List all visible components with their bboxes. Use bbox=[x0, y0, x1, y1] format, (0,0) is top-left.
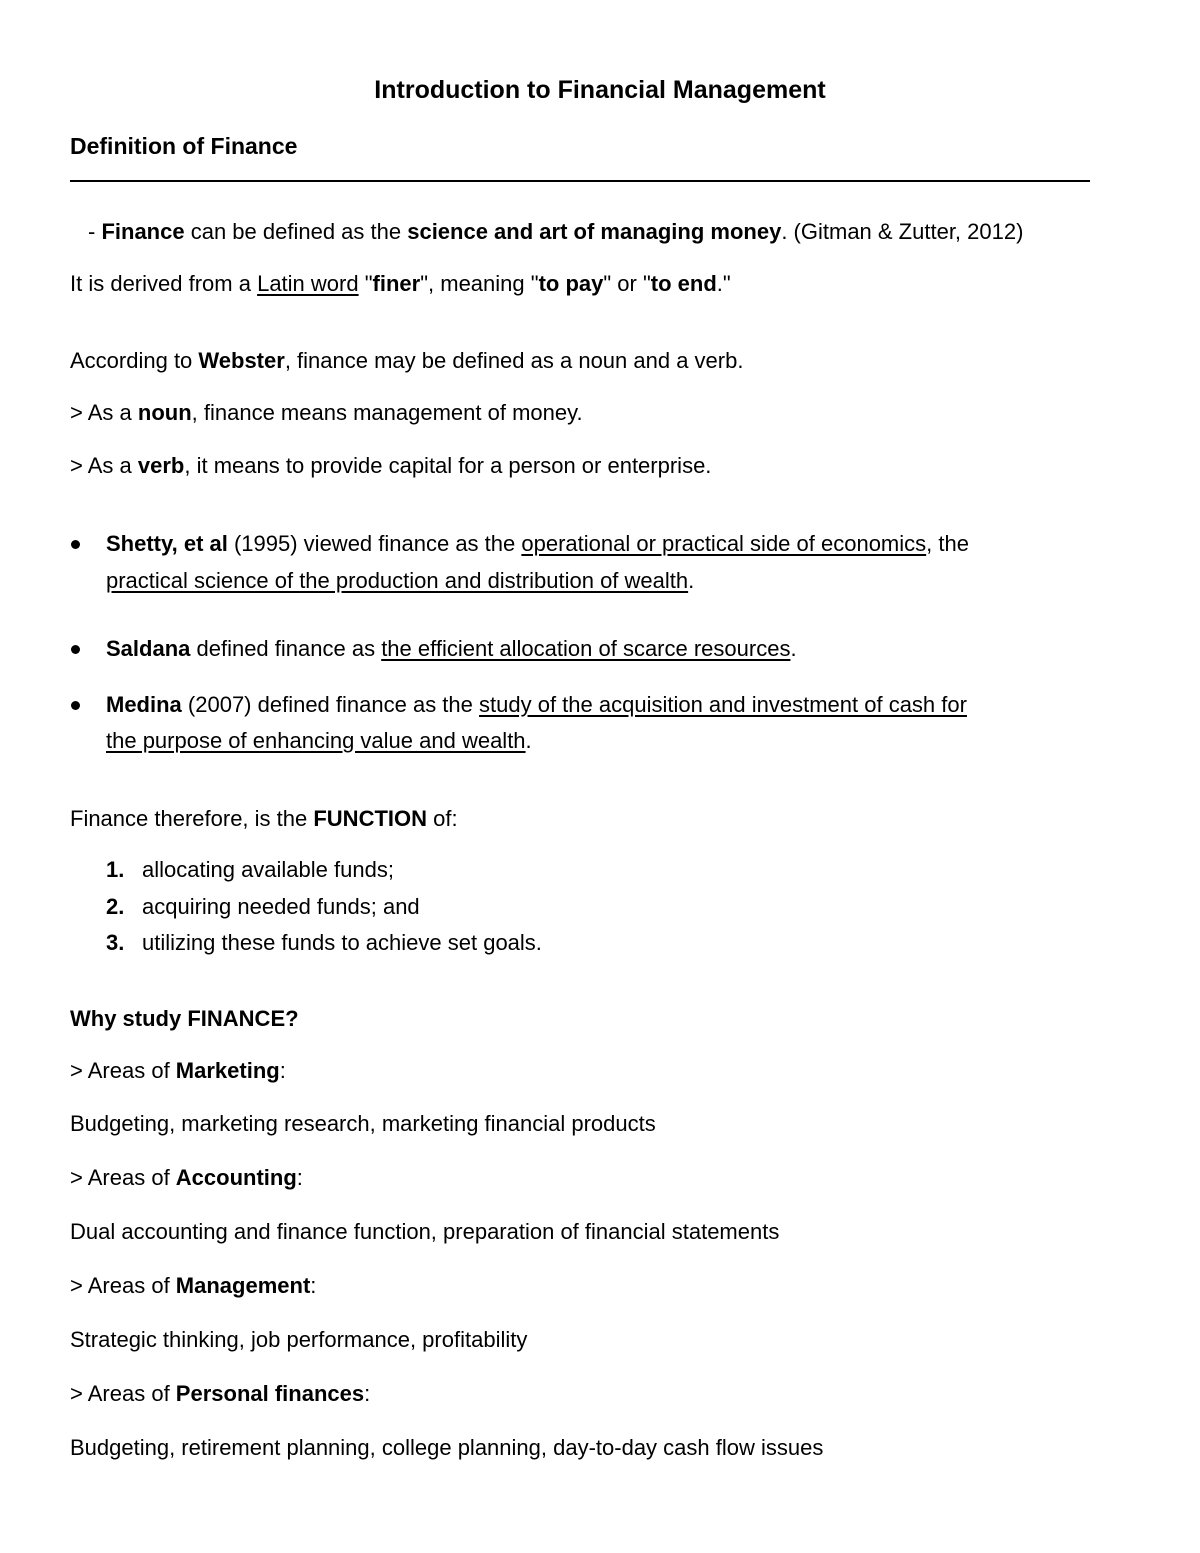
term-verb: verb bbox=[137, 453, 185, 478]
list-item bbox=[106, 856, 394, 884]
area-name: Management bbox=[175, 1273, 311, 1298]
underlined-text: the efficient allocation of scarce resources bbox=[381, 636, 791, 661]
list-item bbox=[106, 929, 542, 957]
text: ." bbox=[716, 271, 731, 296]
area-detail-accounting: Dual accounting and finance function, preparation of financial statements bbox=[70, 1219, 780, 1244]
text: According to bbox=[70, 348, 199, 373]
shetty-line-1 bbox=[106, 530, 969, 558]
saldana-line bbox=[106, 635, 797, 663]
list-item bbox=[106, 893, 420, 921]
area-heading-management bbox=[70, 1272, 316, 1300]
bullet-icon bbox=[71, 701, 80, 710]
underlined-text: study of the acquisition and investment of cash for bbox=[479, 692, 967, 717]
author-shetty: Shetty, et al bbox=[106, 531, 228, 556]
underlined-text: the purpose of enhancing value and wealth bbox=[106, 728, 526, 753]
text: : bbox=[296, 1165, 303, 1190]
term-noun: noun bbox=[137, 400, 192, 425]
document-title: Introduction to Financial Management bbox=[374, 76, 826, 104]
text: > Areas of bbox=[70, 1381, 176, 1406]
text: (1995) viewed finance as the bbox=[227, 531, 522, 556]
medina-line-2 bbox=[106, 727, 532, 755]
verb-line bbox=[70, 452, 711, 480]
area-name: Marketing bbox=[175, 1058, 280, 1083]
text: . bbox=[525, 728, 532, 753]
text: Finance therefore, is the bbox=[70, 806, 314, 831]
list-number: 2. bbox=[106, 894, 125, 919]
term-to-pay: to pay bbox=[538, 271, 604, 296]
text: can be defined as the bbox=[184, 219, 408, 244]
text: defined finance as bbox=[190, 636, 382, 661]
dash: - bbox=[88, 219, 102, 244]
author-medina: Medina bbox=[106, 692, 182, 717]
bullet-icon bbox=[71, 645, 80, 654]
text: . bbox=[790, 636, 797, 661]
term-to-end: to end bbox=[650, 271, 717, 296]
text: of: bbox=[427, 806, 458, 831]
term-finer: finer bbox=[372, 271, 421, 296]
list-text: acquiring needed funds; and bbox=[142, 894, 420, 919]
text: (2007) defined finance as the bbox=[181, 692, 480, 717]
text: > Areas of bbox=[70, 1165, 176, 1190]
list-text: allocating available funds; bbox=[142, 857, 394, 882]
noun-line bbox=[70, 399, 583, 427]
horizontal-rule bbox=[70, 180, 1090, 182]
author-saldana: Saldana bbox=[106, 636, 191, 661]
term-science-art: science and art of managing money bbox=[407, 219, 782, 244]
list-number: 1. bbox=[106, 857, 125, 882]
function-line bbox=[70, 805, 458, 833]
why-heading: Why study FINANCE? bbox=[70, 1006, 299, 1031]
underlined-text: operational or practical side of economics bbox=[521, 531, 927, 556]
text: , finance means management of money. bbox=[191, 400, 583, 425]
area-heading-marketing bbox=[70, 1057, 286, 1085]
area-detail-management: Strategic thinking, job performance, profitability bbox=[70, 1327, 528, 1352]
area-heading-accounting bbox=[70, 1164, 303, 1192]
text: . bbox=[688, 568, 695, 593]
text: " bbox=[358, 271, 373, 296]
area-heading-personal-finances bbox=[70, 1380, 370, 1408]
text: > As a bbox=[70, 400, 138, 425]
text: > Areas of bbox=[70, 1273, 176, 1298]
text: " or " bbox=[603, 271, 651, 296]
area-detail-marketing: Budgeting, marketing research, marketing financial products bbox=[70, 1111, 656, 1136]
area-name: Accounting bbox=[175, 1165, 297, 1190]
citation: . (Gitman & Zutter, 2012) bbox=[781, 219, 1024, 244]
text: > As a bbox=[70, 453, 138, 478]
bullet-icon bbox=[71, 540, 80, 549]
text: : bbox=[279, 1058, 286, 1083]
term-function: FUNCTION bbox=[313, 806, 428, 831]
text: It is derived from a bbox=[70, 271, 258, 296]
derived-line bbox=[70, 270, 731, 298]
area-detail-personal-finances: Budgeting, retirement planning, college planning, day-to-day cash flow issues bbox=[70, 1435, 824, 1460]
text: : bbox=[364, 1381, 371, 1406]
term-finance: Finance bbox=[101, 219, 185, 244]
text: ", meaning " bbox=[420, 271, 539, 296]
term-webster: Webster bbox=[198, 348, 285, 373]
text: > Areas of bbox=[70, 1058, 176, 1083]
text: , finance may be defined as a noun and a verb. bbox=[284, 348, 744, 373]
list-number: 3. bbox=[106, 930, 125, 955]
text: : bbox=[310, 1273, 317, 1298]
medina-line-1 bbox=[106, 691, 967, 719]
latin-word: Latin word bbox=[257, 271, 359, 296]
underlined-text: practical science of the production and distribution of wealth bbox=[106, 568, 689, 593]
shetty-line-2 bbox=[106, 567, 694, 595]
list-text: utilizing these funds to achieve set goals. bbox=[142, 930, 542, 955]
text: , it means to provide capital for a person or enterprise. bbox=[184, 453, 712, 478]
section-heading: Definition of Finance bbox=[70, 133, 298, 159]
area-name: Personal finances bbox=[175, 1381, 365, 1406]
webster-line bbox=[70, 347, 743, 375]
definition-line bbox=[88, 218, 1023, 246]
text: , the bbox=[926, 531, 969, 556]
